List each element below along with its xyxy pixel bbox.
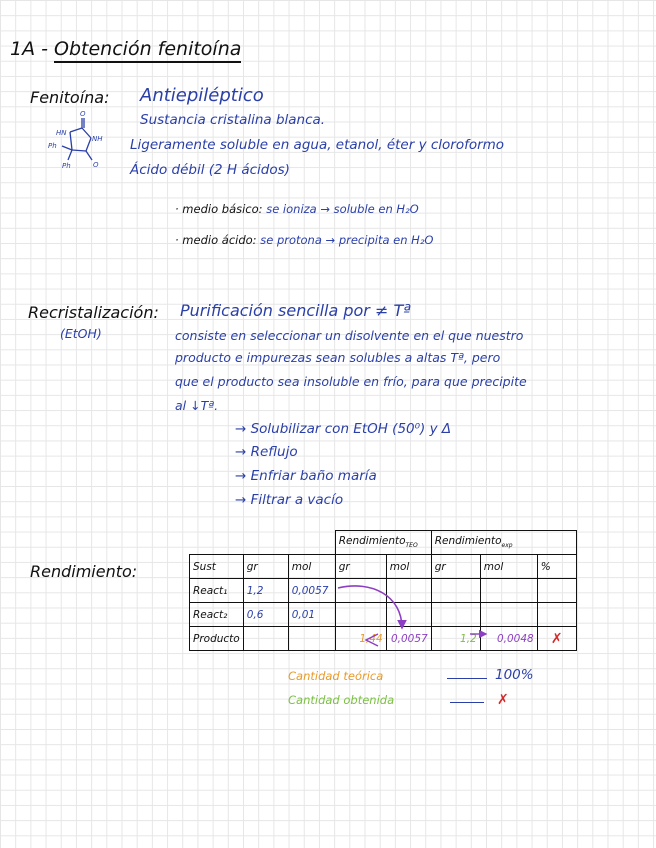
cell-exp-gr: 1,2 xyxy=(431,627,480,651)
cell-sust: React₁ xyxy=(190,579,244,603)
recristalizacion-paragraph-4: al ↓Tª. xyxy=(175,398,219,413)
table-row xyxy=(190,579,577,603)
cell-exp-mol xyxy=(480,603,537,627)
cell-gr: 1,2 xyxy=(243,579,288,603)
bullet-acid-text: se protona → precipita en H₂O xyxy=(260,233,434,247)
legend-teorica-text: Cantidad teórica xyxy=(288,669,384,683)
bullet-acid-label: · medio ácido: xyxy=(175,233,257,247)
molecule-label-o2: O xyxy=(93,161,99,169)
cell-teo-mol xyxy=(386,579,431,603)
title-prefix: 1A - xyxy=(10,38,55,60)
rendimiento-heading: Rendimiento: xyxy=(30,562,138,581)
bullet-basic-text: se ioniza → soluble en H₂O xyxy=(266,202,419,216)
cell-exp-gr xyxy=(431,603,480,627)
bullet-acid xyxy=(175,233,434,247)
recristalizacion-paragraph-1: consiste en seleccionar un disolvente en el que nuestro xyxy=(175,328,524,343)
cell-sust: React₂ xyxy=(190,603,244,627)
yield-table xyxy=(189,530,577,651)
step-filtrar: → Filtrar a vacío xyxy=(235,492,344,508)
cell-gr: 0,6 xyxy=(243,603,288,627)
cell-teo-gr xyxy=(335,579,386,603)
legend-obtenida-label xyxy=(288,693,394,707)
col-header-pct: % xyxy=(537,555,576,579)
fenitoina-line-1: Sustancia cristalina blanca. xyxy=(140,112,326,128)
table-row xyxy=(190,603,577,627)
header-teo-label: Rendimiento xyxy=(338,535,406,548)
recristalizacion-lead: Purificación sencilla por ≠ Tª xyxy=(180,301,411,320)
cell-teo-gr xyxy=(335,603,386,627)
cell-exp-mol xyxy=(480,579,537,603)
col-header-teo-mol: mol xyxy=(386,555,431,579)
cell-teo-mol xyxy=(386,603,431,627)
cell-mol: 0,01 xyxy=(288,603,335,627)
col-header-mol: mol xyxy=(288,555,335,579)
step-enfriar: → Enfriar baño maría xyxy=(235,468,377,484)
step-reflujo: → Reflujo xyxy=(235,444,298,460)
molecule-label-nh: NH xyxy=(92,135,103,143)
legend-obtenida-line xyxy=(450,702,484,703)
header-exp-sub: exp xyxy=(501,542,513,550)
bullet-basic-label: · medio básico: xyxy=(175,202,263,216)
fenitoina-heading: Fenitoína: xyxy=(30,88,110,107)
table-row xyxy=(190,627,577,651)
cell-exp-gr xyxy=(431,579,480,603)
header-exp-label: Rendimiento xyxy=(434,535,502,548)
header-rendimiento-teo xyxy=(335,531,431,555)
table-blank-cell xyxy=(190,531,336,555)
page-title xyxy=(10,38,241,60)
recristalizacion-subheading: (EtOH) xyxy=(60,326,102,341)
cell-mol xyxy=(288,627,335,651)
fenitoina-line-2: Ligeramente soluble en agua, etanol, éter y cloroformo xyxy=(130,137,505,153)
col-header-exp-mol: mol xyxy=(480,555,537,579)
cell-gr xyxy=(243,627,288,651)
col-header-gr: gr xyxy=(243,555,288,579)
recristalizacion-paragraph-3: que el producto sea insoluble en frío, para que precipite xyxy=(175,374,527,389)
header-teo-sub: TEO xyxy=(405,542,418,550)
step-solubilizar: → Solubilizar con EtOH (50⁰) y Δ xyxy=(235,421,452,437)
cell-exp-mol: 0,0048 xyxy=(480,627,537,651)
cell-sust: Producto xyxy=(190,627,244,651)
header-rendimiento-exp xyxy=(431,531,576,555)
fenitoina-line-3: Ácido débil (2 H ácidos) xyxy=(130,162,290,178)
col-header-sust: Sust xyxy=(190,555,244,579)
cell-pct: ✗ xyxy=(537,627,576,651)
title-main: Obtención fenitoína xyxy=(54,38,241,63)
table-column-header-row xyxy=(190,555,577,579)
recristalizacion-heading: Recristalización: xyxy=(28,303,159,322)
molecule-label-o1: O xyxy=(80,110,86,118)
cell-teo-gr: 1,44 xyxy=(335,627,386,651)
molecule-label-ph2: Ph xyxy=(62,162,71,170)
cell-pct xyxy=(537,603,576,627)
molecule-label-ph1: Ph xyxy=(48,142,57,150)
legend-teorica-line xyxy=(447,678,487,679)
bullet-basic xyxy=(175,202,419,216)
molecule-label-hn: HN xyxy=(56,129,67,137)
legend-obtenida-value: ✗ xyxy=(497,692,509,708)
cell-teo-mol: 0,0057 xyxy=(386,627,431,651)
cell-pct xyxy=(537,579,576,603)
cell-mol: 0,0057 xyxy=(288,579,335,603)
phenytoin-structure-icon xyxy=(44,108,110,170)
fenitoina-subtitle: Antiepiléptico xyxy=(140,85,264,106)
col-header-exp-gr: gr xyxy=(431,555,480,579)
legend-obtenida-text: Cantidad obtenida xyxy=(288,693,395,707)
table-group-header-row xyxy=(190,531,577,555)
recristalizacion-paragraph-2: producto e impurezas sean solubles a altas Tª, pero xyxy=(175,350,501,365)
col-header-teo-gr: gr xyxy=(335,555,386,579)
legend-teorica-value: 100% xyxy=(495,667,534,683)
legend-teorica-label xyxy=(288,669,383,683)
